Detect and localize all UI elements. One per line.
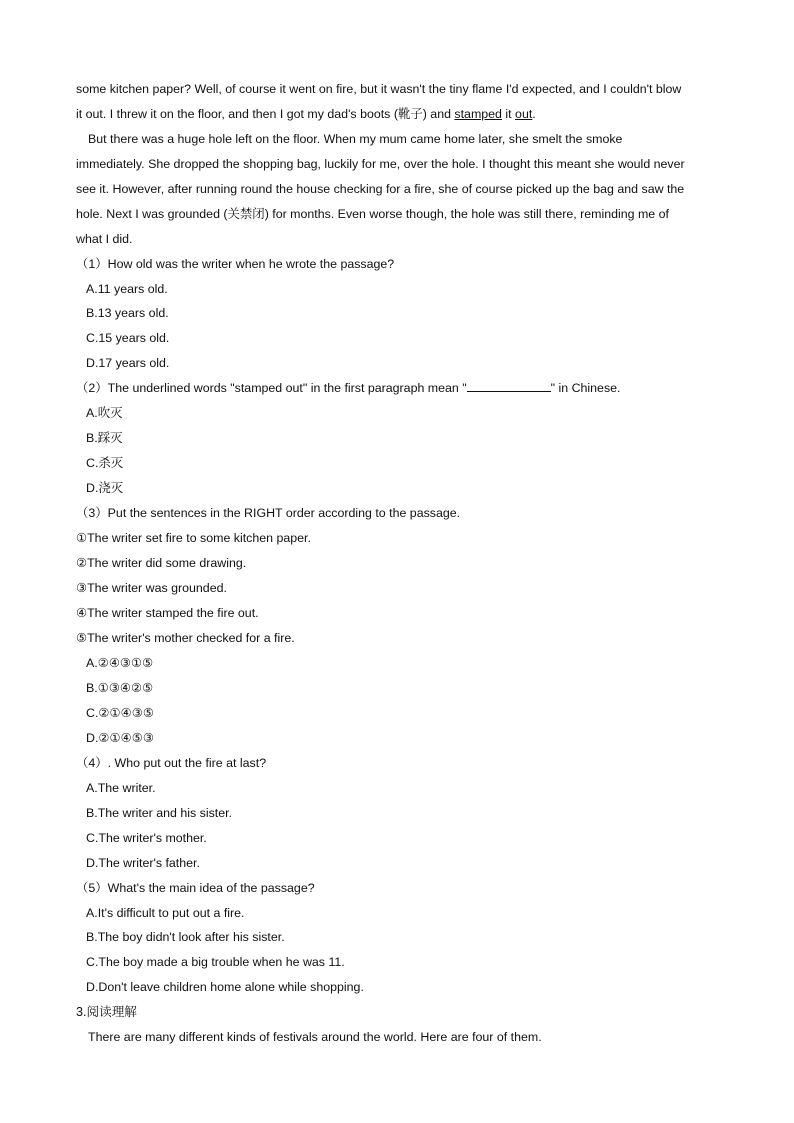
question-3-option-d: D.②①④⑤③ [86,731,154,745]
passage-line [76,104,724,124]
section-3-heading: 3.阅读理解 [76,1005,137,1019]
question-3-option-b: B.①③④②⑤ [86,681,154,695]
question-4-option-c: C.The writer's mother. [86,831,207,845]
passage-text: . [532,107,536,121]
question-1-option-d: D.17 years old. [86,356,170,370]
passage-line: immediately. She dropped the shopping bag, luckily for me, over the hole. I thought this meant she would never [76,157,685,171]
section-3-intro: There are many different kinds of festivals around the world. Here are four of them. [88,1030,542,1044]
passage-line: see it. However, after running round the house checking for a fire, she of course picked up the bag and saw the [76,182,685,196]
underlined-word-stamped: stamped [454,107,502,121]
question-2-option-b: B.踩灭 [86,431,123,445]
question-2-option-a: A.吹灭 [86,406,123,420]
passage-line: some kitchen paper? Well, of course it went on fire, but it wasn't the tiny flame I'd expected, and I couldn't blow [76,82,682,96]
question-2-option-d: D.浇灭 [86,481,124,495]
question-4-option-d: D.The writer's father. [86,856,200,870]
passage-line: hole. Next I was grounded (关禁闭) for months. Even worse though, the hole was still there, reminding me of [76,207,669,221]
underlined-word-out: out [515,107,533,121]
passage-line: But there was a huge hole left on the floor. When my mum came home later, she smelt the smoke [88,132,623,146]
question-3-item-3: ③The writer was grounded. [76,581,227,595]
question-3-stem: （3）Put the sentences in the RIGHT order according to the passage. [76,506,461,520]
question-2-option-c: C.杀灭 [86,456,124,470]
question-3-item-4: ④The writer stamped the fire out. [76,606,259,620]
question-2-stem-end: " in Chinese. [550,381,621,395]
question-2-stem [76,378,724,398]
question-1-option-b: B.13 years old. [86,306,169,320]
answer-blank [467,379,551,392]
question-3-item-2: ②The writer did some drawing. [76,556,247,570]
question-1-stem: （1）How old was the writer when he wrote the passage? [76,257,395,271]
question-5-stem: （5）What's the main idea of the passage? [76,881,315,895]
question-3-option-a: A.②④③①⑤ [86,656,154,670]
question-4-option-b: B.The writer and his sister. [86,806,232,820]
question-3-item-5: ⑤The writer's mother checked for a fire. [76,631,295,645]
passage-text: it out. I threw it on the floor, and then I got my dad's boots (靴子) and [76,107,455,121]
question-3-option-c: C.②①④③⑤ [86,706,154,720]
question-5-option-d: D.Don't leave children home alone while shopping. [86,980,364,994]
question-1-option-a: A.11 years old. [86,282,168,296]
question-3-item-1: ①The writer set fire to some kitchen paper. [76,531,311,545]
passage-line: what I did. [76,232,133,246]
question-5-option-c: C.The boy made a big trouble when he was 11. [86,955,345,969]
question-1-option-c: C.15 years old. [86,331,170,345]
passage-text: it [501,107,516,121]
question-4-stem: （4）. Who put out the fire at last? [76,756,267,770]
question-5-option-a: A.It's difficult to put out a fire. [86,906,245,920]
question-4-option-a: A.The writer. [86,781,156,795]
question-2-stem-start: （2）The underlined words "stamped out" in the first paragraph mean " [76,381,467,395]
question-5-option-b: B.The boy didn't look after his sister. [86,930,285,944]
